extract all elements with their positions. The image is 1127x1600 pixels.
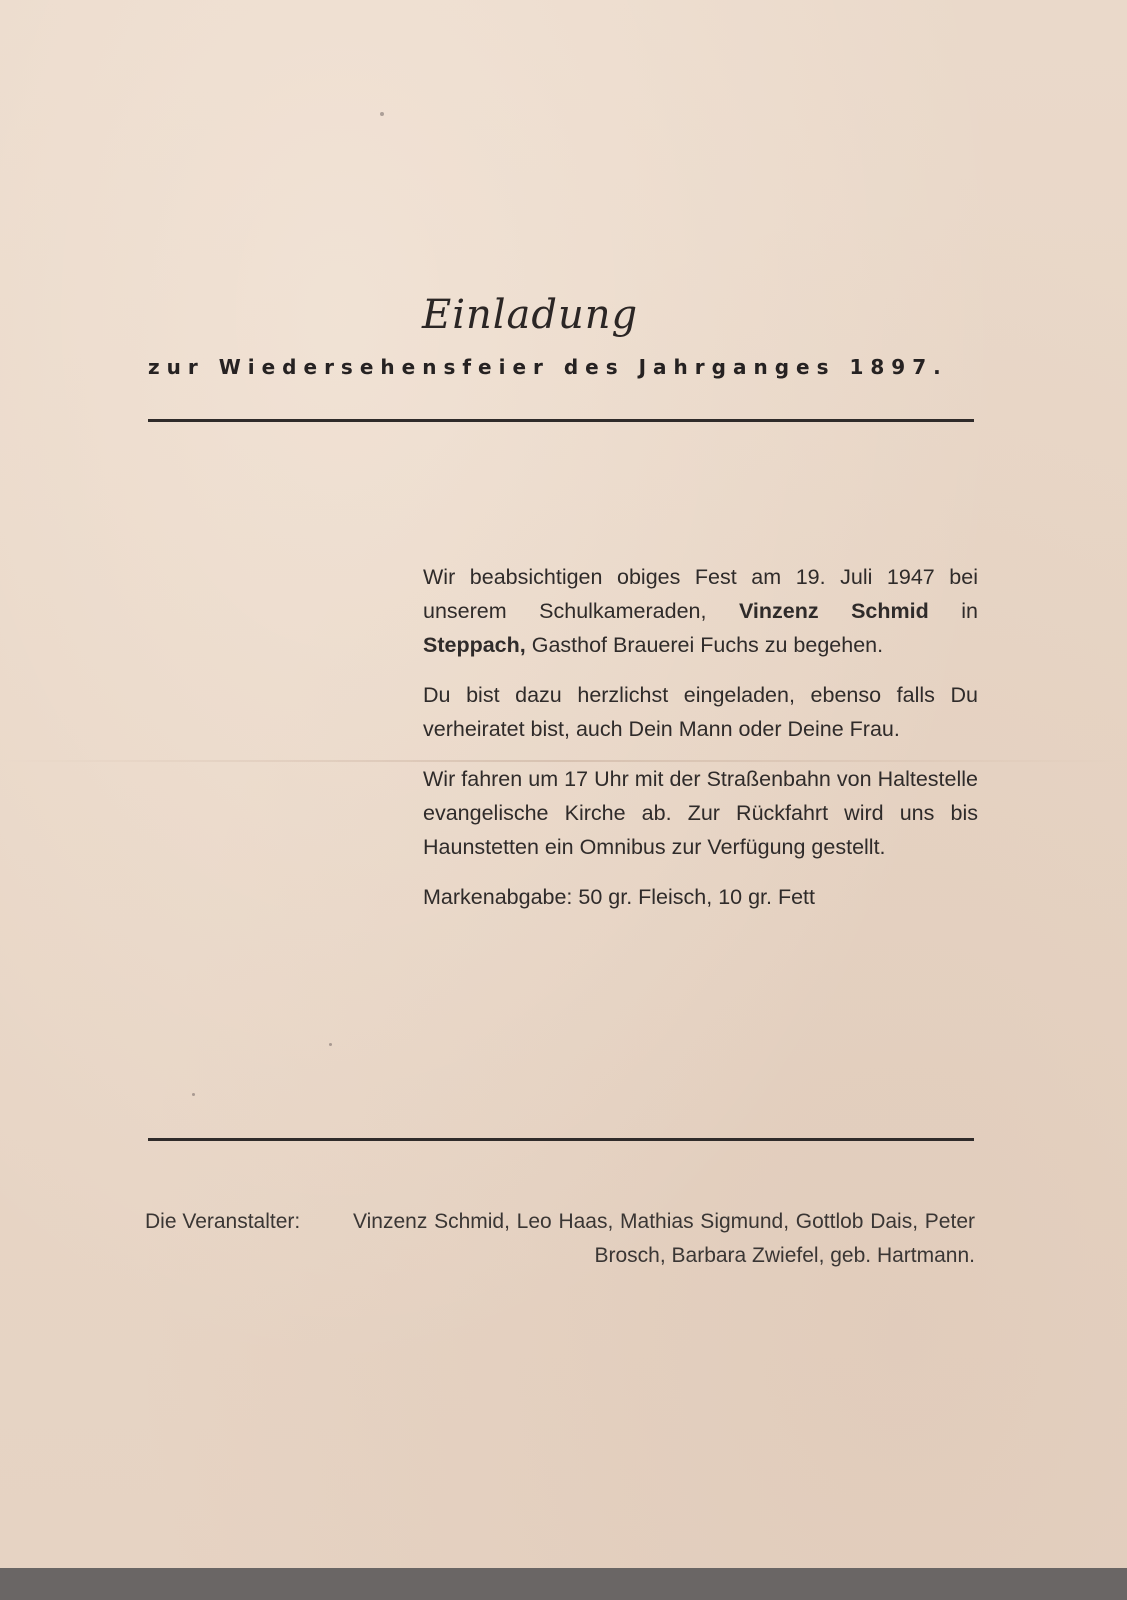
title-text: Einladung [422, 292, 639, 338]
paragraph-travel: Wir fahren um 17 Uhr mit der Straßenbahn von Haltestelle evangelische Kirche ab. Zur Rückfahrt wird uns bis Haunstetten ein Omnibus zur Verfügung gestellt. [423, 767, 978, 859]
title-einladung [420, 282, 680, 352]
organizers-names: Vinzenz Schmid, Leo Haas, Mathias Sigmund, Gottlob Dais, Peter Brosch, Barbara Zwiefel, geb. Hartmann. [353, 1210, 975, 1267]
paragraph-event-text-1: Wir beabsichtigen obiges Fest am 19. Juli 1947 bei unserem Schulkameraden, [423, 565, 978, 623]
divider-top [148, 419, 974, 422]
organizers-label: Die Veranstalter: [145, 1210, 301, 1233]
location-name: Steppach, [423, 633, 526, 657]
paper-speck [192, 1093, 195, 1096]
scan-bottom-band [0, 1568, 1127, 1600]
paragraph-event-text-2: in [928, 599, 978, 623]
title-script-graphic [420, 282, 680, 352]
paper-speck [329, 1043, 332, 1046]
paragraph-ration: Markenabgabe: 50 gr. Fleisch, 10 gr. Fett [423, 885, 815, 909]
invitation-body [423, 560, 978, 930]
host-name: Vinzenz Schmid [738, 599, 929, 623]
paper-speck [380, 112, 384, 116]
paragraph-invitation: Du bist dazu herzlichst eingeladen, ebenso falls Du verheiratet bist, auch Dein Mann oder Deine Frau. [423, 683, 978, 741]
paragraph-event [423, 560, 978, 662]
paragraph-event-text-3: Gasthof Brauerei Fuchs zu begehen. [525, 633, 884, 657]
subtitle: zur Wiedersehensfeier des Jahrganges 1897. [148, 355, 948, 379]
divider-bottom [148, 1138, 974, 1141]
